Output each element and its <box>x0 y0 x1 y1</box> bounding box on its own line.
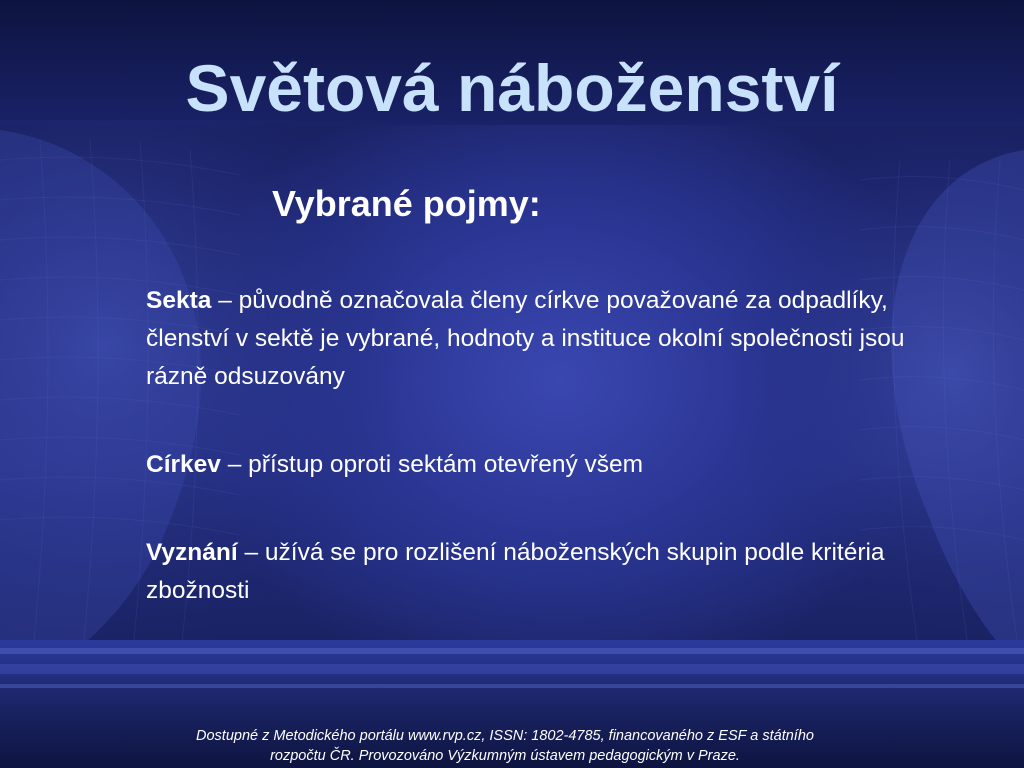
footer-line-1: Dostupné z Metodického portálu www.rvp.cz, ISSN: 1802-4785, financovaného z ESF a státního <box>196 728 814 744</box>
term-separator: – <box>237 539 265 566</box>
term-separator: – <box>220 451 249 478</box>
footer-line-2: rozpočtu ČR. Provozováno Výzkumným ústavem pedagogickým v Praze. <box>270 748 740 764</box>
term-definition: přístup oproti sektám otevřený všem <box>248 451 644 478</box>
slide-subtitle: Vybrané pojmy: <box>272 183 541 224</box>
term-name: Církev <box>146 451 221 478</box>
bottom-stripe-3 <box>0 684 1024 688</box>
terms-list <box>146 282 916 610</box>
term-definition: původně označovala členy církve považované za odpadlíky, členství v sektě je vybrané, hodnoty a instituce okolní společnosti jsou rázně odsuzovány <box>146 287 905 390</box>
term-separator: – <box>211 287 239 314</box>
bottom-stripe-1 <box>0 648 1024 654</box>
term-definition: užívá se pro rozlišení náboženských skupin podle kritéria zbožnosti <box>146 539 885 604</box>
term-cirkev <box>146 446 916 484</box>
term-vyznani <box>146 534 916 610</box>
bottom-stripe-2 <box>0 664 1024 674</box>
term-sekta <box>146 282 916 396</box>
term-name: Vyznání <box>146 539 238 566</box>
term-name: Sekta <box>146 287 212 314</box>
footer-attribution <box>150 726 860 766</box>
slide-title: Světová náboženství <box>185 51 839 125</box>
